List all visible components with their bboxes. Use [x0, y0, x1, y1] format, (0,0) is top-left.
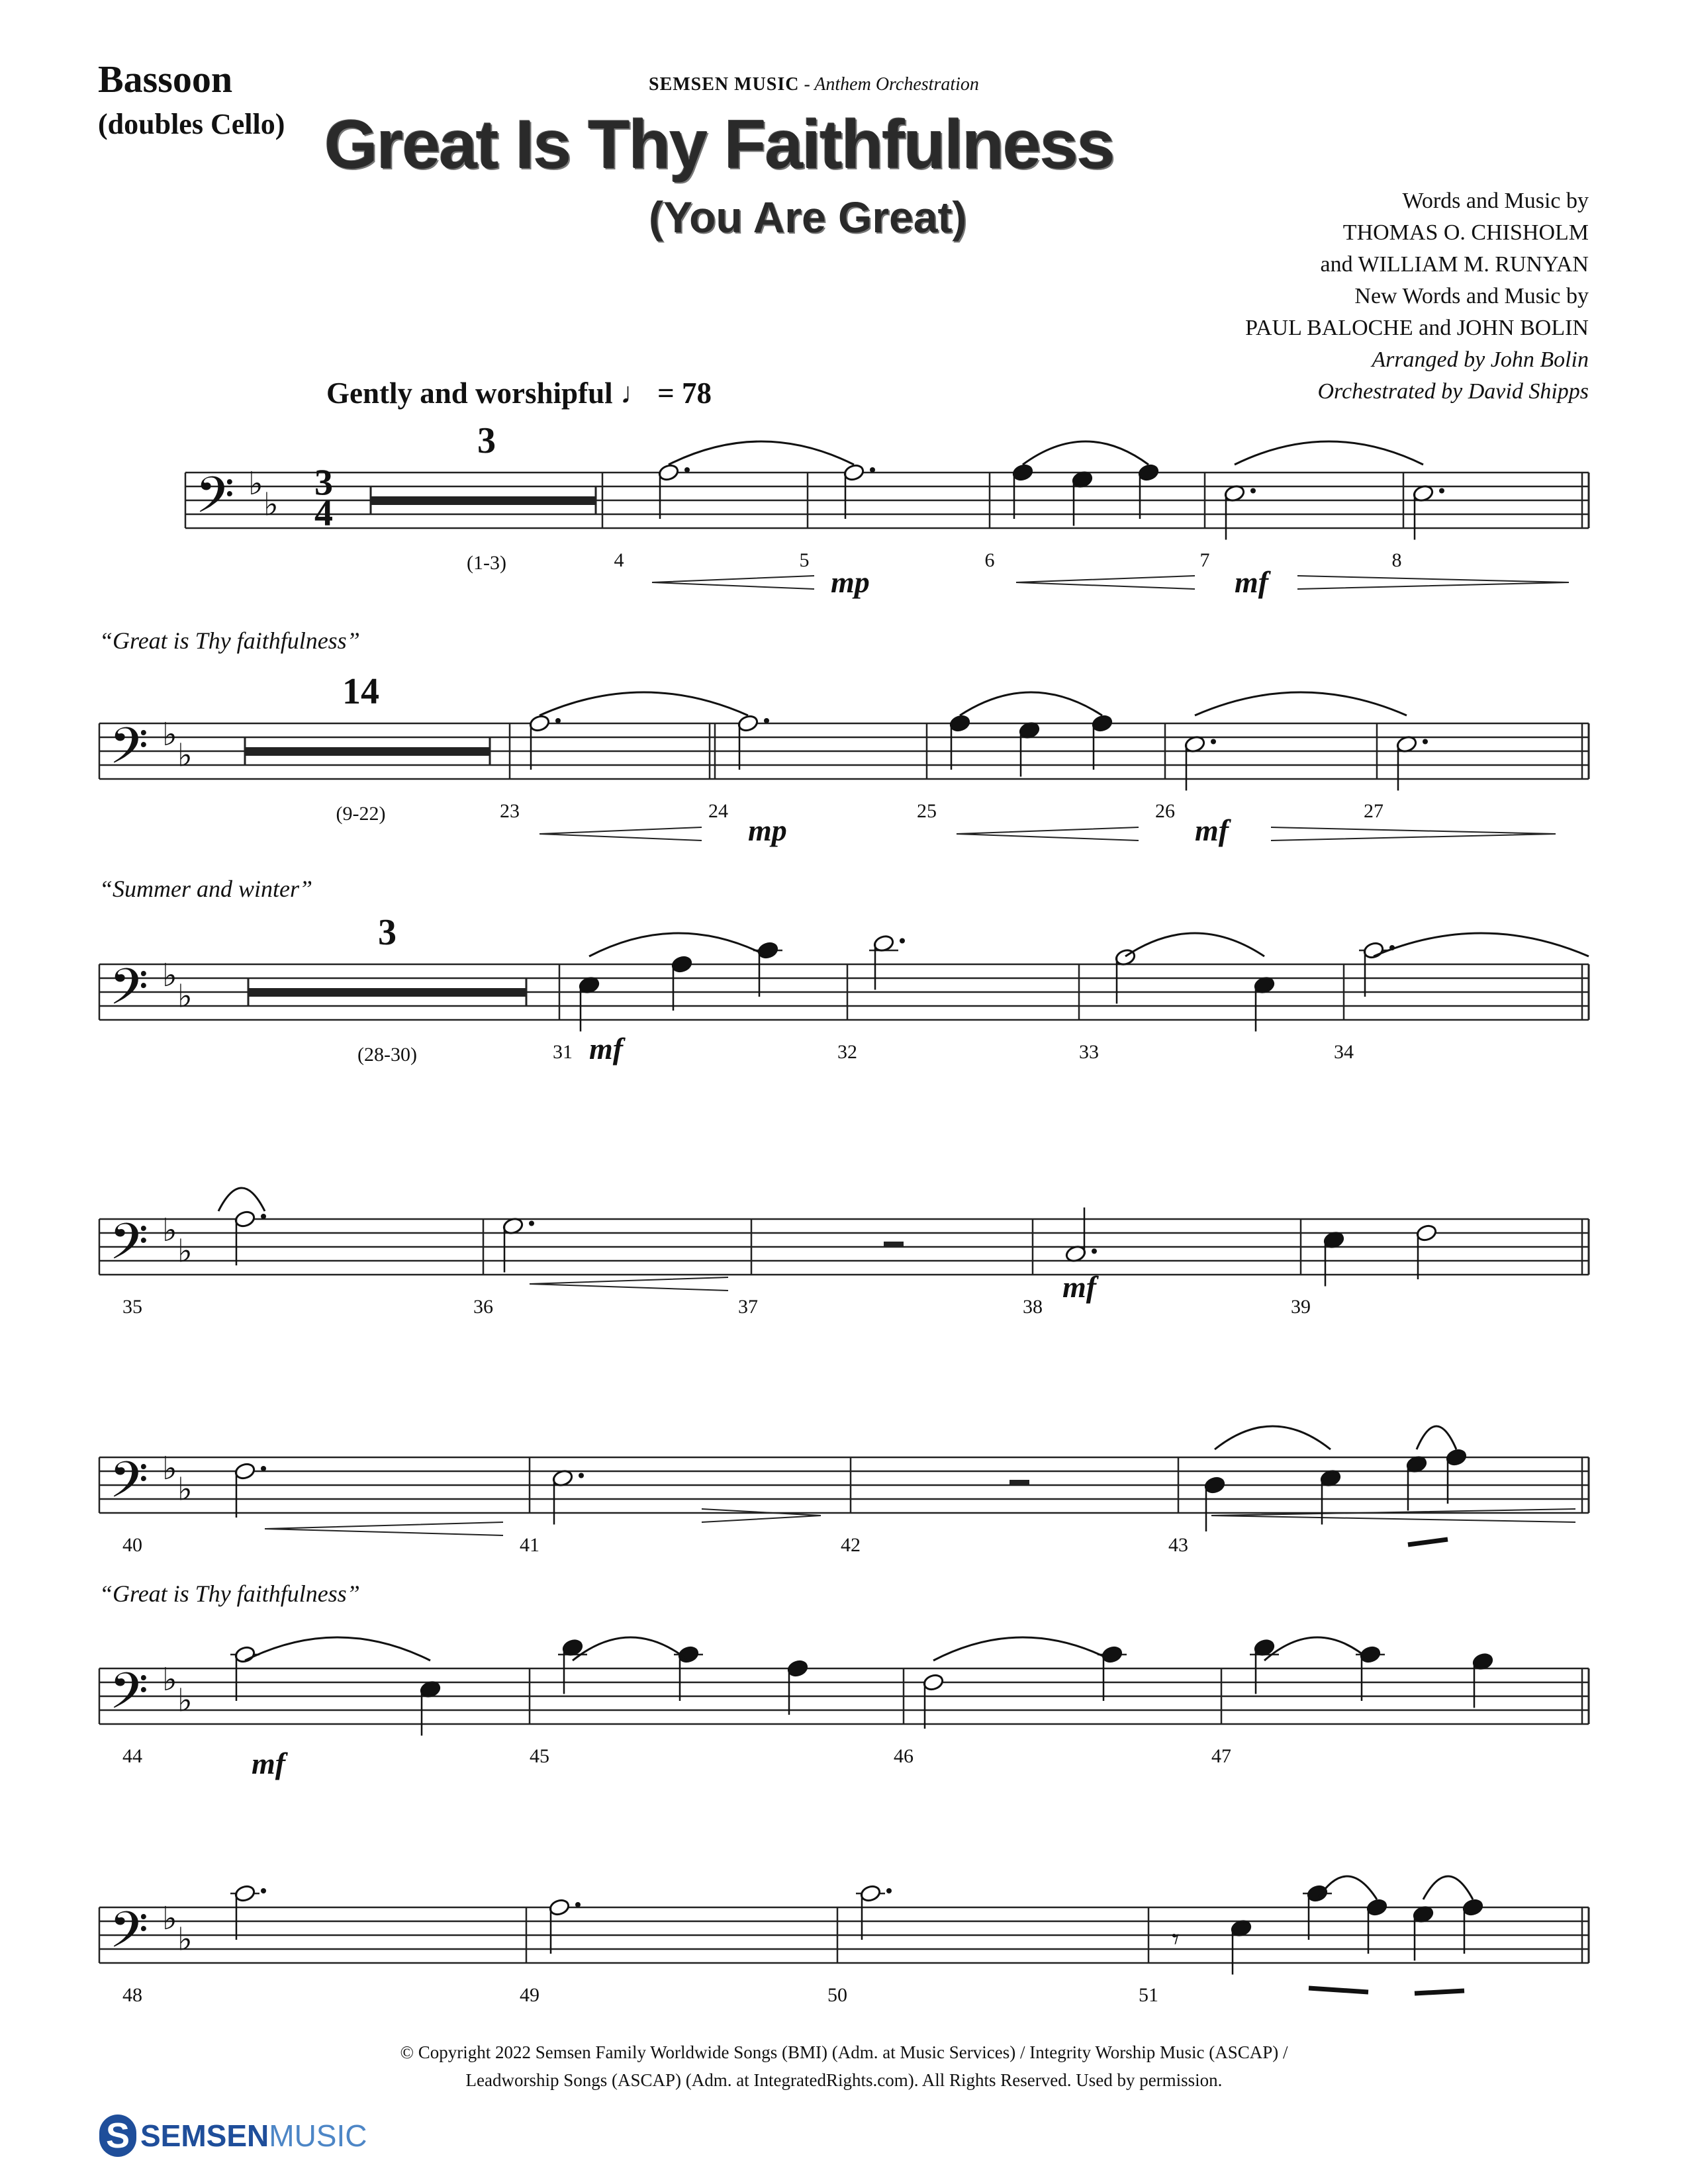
crescendo-hairpin	[539, 827, 702, 841]
dynamic-marking: mf	[1062, 1270, 1097, 1304]
orchestrator-line: Orchestrated by David Shipps	[1317, 379, 1589, 404]
augmentation-dot	[1250, 488, 1256, 494]
measure-number: 33	[1079, 1041, 1099, 1063]
crescendo-hairpin	[1211, 1509, 1575, 1522]
notehead	[234, 1645, 256, 1664]
flat-icon: ♭	[177, 979, 193, 1015]
measure-number: 24	[708, 800, 728, 822]
crescendo-hairpin	[652, 576, 814, 589]
slur	[245, 1637, 430, 1661]
dynamic-marking: mf	[1195, 813, 1229, 847]
measure-number: 7	[1199, 549, 1210, 571]
crescendo-hairpin	[530, 1277, 728, 1291]
notehead	[1445, 1448, 1467, 1467]
notehead	[949, 714, 970, 733]
flat-icon: ♭	[177, 738, 193, 774]
measure-number: 43	[1168, 1534, 1188, 1556]
credit-line: THOMAS O. CHISHOLM	[1342, 220, 1589, 245]
measure-number: 23	[500, 800, 520, 822]
multi-rest-bar	[248, 988, 526, 997]
notehead	[843, 463, 865, 482]
flat-icon: ♭	[177, 1922, 193, 1958]
flat-icon: ♭	[162, 717, 177, 752]
song-title: Great Is Thy Faithfulness	[324, 107, 1114, 183]
measure-number: 42	[841, 1534, 861, 1556]
cue-text: “Great is Thy faithfulness”	[99, 1580, 360, 1607]
multi-rest-bar	[371, 496, 596, 505]
measure-number: 35	[122, 1296, 142, 1318]
measure-number: 5	[799, 549, 810, 571]
tempo-text: Gently and worshipful	[326, 377, 613, 410]
multi-rest-bar	[245, 747, 490, 756]
slur	[669, 441, 854, 465]
beam	[1415, 1991, 1464, 1993]
augmentation-dot	[555, 718, 561, 723]
augmentation-dot	[1092, 1249, 1097, 1254]
time-signature-bottom: 4	[314, 492, 333, 534]
rest-range: (1-3)	[467, 552, 506, 574]
slur	[960, 692, 1102, 715]
measure-number: 48	[122, 1984, 142, 2006]
measure-number: 25	[917, 800, 937, 822]
slur	[1023, 441, 1149, 465]
publisher-series: - Anthem Orchestration	[804, 74, 979, 95]
augmentation-dot	[1439, 488, 1444, 494]
notehead	[234, 1462, 256, 1480]
bass-clef-icon: 𝄢	[109, 1214, 149, 1282]
augmentation-dot	[684, 467, 690, 473]
credit-line: and WILLIAM M. RUNYAN	[1320, 252, 1589, 277]
logo-text	[140, 2118, 367, 2154]
quarter-note-icon: ♩	[620, 377, 650, 410]
notehead	[1137, 463, 1159, 482]
notehead	[1203, 1476, 1225, 1494]
notehead	[1306, 1884, 1328, 1903]
measure-number: 4	[614, 549, 624, 571]
measure-number: 51	[1139, 1984, 1158, 2006]
measure-number: 26	[1155, 800, 1175, 822]
slur	[1125, 933, 1264, 956]
copyright-line: © Copyright 2022 Semsen Family Worldwide Songs (BMI) (Adm. at Music Services) / Integrity Worship Music (ASCAP) /	[400, 2042, 1288, 2062]
song-subtitle: (You Are Great)	[649, 193, 967, 242]
measure-number: 6	[984, 549, 995, 571]
rest-count: 14	[342, 671, 379, 712]
notehead	[548, 1898, 570, 1917]
augmentation-dot	[764, 718, 769, 723]
tempo-bpm: = 78	[657, 377, 712, 410]
logo-mark-icon: S	[99, 2115, 136, 2157]
augmentation-dot	[261, 1214, 266, 1219]
rest-range: (9-22)	[336, 803, 386, 825]
dynamic-marking: mp	[831, 565, 870, 599]
notehead	[1362, 941, 1384, 960]
cue-text: “Summer and winter”	[99, 876, 313, 902]
flat-icon: ♭	[177, 1234, 193, 1269]
augmentation-dot	[1423, 739, 1428, 745]
slur	[573, 1637, 688, 1661]
arranger-line: Arranged by John Bolin	[1372, 347, 1589, 372]
measure-number: 46	[894, 1745, 914, 1767]
bass-clef-icon: 𝄢	[109, 1903, 149, 1970]
beam	[1408, 1539, 1448, 1545]
slur	[539, 692, 748, 715]
crescendo-hairpin	[265, 1522, 503, 1535]
publisher-logo	[99, 2115, 367, 2157]
decrescendo-hairpin	[1297, 576, 1569, 589]
crescendo-hairpin	[957, 827, 1139, 841]
measure-number: 39	[1291, 1296, 1311, 1318]
credit-line: PAUL BALOCHE and JOHN BOLIN	[1245, 316, 1589, 340]
flat-icon: ♭	[248, 467, 263, 502]
augmentation-dot	[529, 1221, 534, 1226]
notehead	[1091, 714, 1113, 733]
measure-number: 8	[1391, 549, 1402, 571]
measure-number: 47	[1211, 1745, 1231, 1767]
augmentation-dot	[870, 467, 875, 473]
notehead	[671, 955, 692, 974]
augmentation-dot	[575, 1902, 581, 1907]
bass-clef-icon: 𝄢	[109, 1664, 149, 1731]
notehead	[859, 1884, 881, 1903]
decrescendo-hairpin	[702, 1509, 821, 1522]
logo-primary: SEMSEN	[140, 2118, 269, 2153]
notehead	[922, 1673, 944, 1692]
copyright-line: Leadworship Songs (ASCAP) (Adm. at IntegratedRights.com). All Rights Reserved. Used by permission.	[465, 2070, 1223, 2090]
measure-number: 32	[837, 1041, 857, 1063]
notehead	[737, 714, 759, 733]
measure-number: 37	[738, 1296, 758, 1318]
measure-number: 31	[553, 1041, 573, 1063]
whole-rest	[884, 1242, 904, 1248]
notehead	[234, 1210, 256, 1228]
beam	[1309, 1988, 1368, 1992]
notehead	[786, 1659, 808, 1678]
dynamic-marking: mp	[748, 813, 787, 847]
flat-icon: ♭	[162, 1901, 177, 1936]
copyright-notice	[0, 2038, 1688, 2094]
notehead	[1462, 1898, 1483, 1917]
flat-icon: ♭	[162, 1451, 177, 1486]
flat-icon: ♭	[162, 1662, 177, 1698]
notehead	[757, 941, 778, 960]
measure-number: 40	[122, 1534, 142, 1556]
slur	[1264, 1637, 1370, 1661]
augmentation-dot	[579, 1473, 584, 1479]
dynamic-marking: mf	[589, 1032, 624, 1066]
notehead	[657, 463, 679, 482]
credit-line: New Words and Music by	[1354, 284, 1589, 308]
slur	[589, 933, 768, 956]
slur	[1423, 1876, 1473, 1899]
slur	[1235, 441, 1423, 465]
slur	[1195, 692, 1407, 715]
measure-number: 34	[1334, 1041, 1354, 1063]
notehead	[1366, 1898, 1387, 1917]
notehead	[234, 1884, 256, 1903]
decrescendo-hairpin	[1271, 827, 1556, 841]
measure-number: 45	[530, 1745, 549, 1767]
augmentation-dot	[261, 1466, 266, 1471]
notehead	[528, 714, 550, 733]
slur	[218, 1188, 265, 1211]
slur	[1417, 1426, 1456, 1449]
eighth-rest-icon: 𝄾	[1172, 1923, 1180, 1956]
rest-range: (28-30)	[357, 1044, 417, 1066]
cue-text: “Great is Thy faithfulness”	[99, 627, 360, 654]
flat-icon: ♭	[263, 487, 279, 523]
rest-count: 3	[477, 420, 496, 461]
augmentation-dot	[886, 1888, 892, 1893]
flat-icon: ♭	[162, 1213, 177, 1248]
crescendo-hairpin	[1016, 576, 1195, 589]
slur	[1374, 933, 1589, 956]
notehead	[1415, 1224, 1437, 1242]
measure-number: 49	[520, 1984, 539, 2006]
whole-rest	[1009, 1480, 1029, 1486]
measure-number: 50	[827, 1984, 847, 2006]
bass-clef-icon: 𝄢	[109, 1453, 149, 1520]
slur	[933, 1637, 1112, 1661]
augmentation-dot	[1211, 739, 1216, 745]
augmentation-dot	[900, 938, 905, 944]
measure-number: 38	[1023, 1296, 1043, 1318]
dynamic-marking: mf	[252, 1747, 286, 1780]
measure-number: 36	[473, 1296, 493, 1318]
measure-number: 27	[1364, 800, 1383, 822]
instrument-name: Bassoon	[98, 58, 233, 101]
notehead	[1011, 463, 1033, 482]
measure-number: 44	[122, 1745, 142, 1767]
instrument-doubling: (doubles Cello)	[98, 108, 285, 140]
time-signature-top: 3	[314, 462, 333, 504]
notehead	[1101, 1645, 1123, 1664]
flat-icon: ♭	[162, 958, 177, 993]
slur	[1317, 1876, 1377, 1899]
bass-clef-icon: 𝄢	[109, 960, 149, 1027]
credit-line: Words and Music by	[1402, 189, 1589, 213]
measure-number: 41	[520, 1534, 539, 1556]
flat-icon: ♭	[177, 1472, 193, 1508]
logo-secondary: MUSIC	[269, 2118, 367, 2153]
augmentation-dot	[261, 1888, 266, 1893]
slur	[1215, 1426, 1331, 1449]
rest-count: 3	[378, 912, 397, 953]
bass-clef-icon: 𝄢	[109, 719, 149, 786]
bass-clef-icon: 𝄢	[195, 468, 235, 535]
publisher-name: SEMSEN MUSIC	[649, 74, 800, 95]
dynamic-marking: mf	[1235, 565, 1269, 599]
flat-icon: ♭	[177, 1683, 193, 1719]
